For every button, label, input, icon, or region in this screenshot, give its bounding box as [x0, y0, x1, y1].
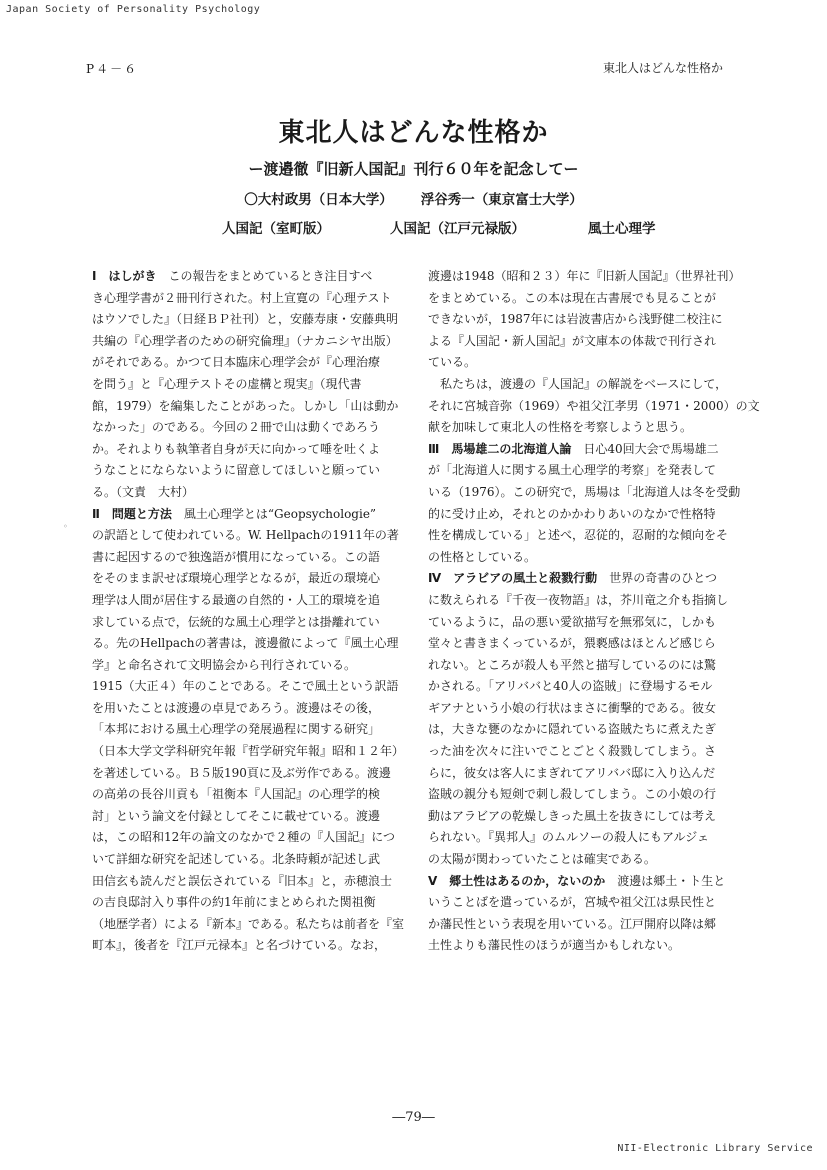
text-line [428, 590, 748, 612]
text-line [92, 504, 412, 526]
text-line [92, 655, 412, 677]
section-heading: Ⅴ 郷土性はあるのか，ないのか [428, 873, 606, 888]
text-line [428, 417, 748, 439]
text-line [92, 871, 412, 893]
line-text: はウソでした』（日経ＢＰ社刊）と，安藤寿康・安藤典明 [92, 312, 399, 327]
text-line [92, 698, 412, 720]
line-text: 1915（大正４）年のことである。そこで風土という訳語 [92, 679, 399, 694]
line-text: いうことばを遣っているが，宮城や祖父江は県民性と [428, 895, 717, 910]
text-line [92, 309, 412, 331]
text-line [428, 309, 748, 331]
line-text: の訳語として使われている。W. Hellpachの1911年の著 [92, 528, 399, 543]
text-line [428, 655, 748, 677]
text-line [92, 266, 412, 288]
text-line [428, 352, 748, 374]
page-number: ―79― [392, 1110, 435, 1125]
text-line [428, 935, 748, 957]
text-line [428, 525, 748, 547]
line-text: の吉良邸討入り事件の約1年前にまとめられた関祖衡 [92, 895, 376, 910]
line-text: らに，彼女は客人にまぎれてアリババ邸に入り込んだ [428, 765, 716, 780]
text-line [428, 827, 748, 849]
text-line [92, 525, 412, 547]
line-text: 共編の『心理学者のための研究倫理』（ナカニシヤ出版） [92, 333, 398, 348]
line-text: 的に受け止め，それとのかかわりあいのなかで性格特 [428, 506, 716, 521]
line-text: の太陽が関わっていたことは確実である。 [428, 852, 656, 867]
text-line [428, 871, 748, 893]
text-line [428, 676, 748, 698]
author-2: 浮谷秀一（東京富士大学） [420, 192, 583, 208]
line-text: できないが，1987年には岩波書店から浅野健二校注に [428, 312, 723, 327]
text-line [92, 741, 412, 763]
line-text: 田信玄も読んだと誤伝されている『旧本』と，赤穂浪士 [92, 873, 393, 888]
text-line [92, 849, 412, 871]
text-line [428, 374, 748, 396]
margin-tick: ◦ [63, 522, 68, 531]
line-text: 日心40回大会で馬場雄二 [571, 441, 719, 456]
text-line [92, 676, 412, 698]
society-header: Japan Society of Personality Psychology [6, 4, 261, 15]
line-text: をまとめている。この本は現在古書展でも見ることが [428, 290, 717, 305]
line-text: 館，1979）を編集したことがあった。しかし「山は動か [92, 398, 399, 413]
line-text: 討」という論文を付録としてそこに載せている。渡邊 [92, 808, 381, 823]
line-text: 盗賊の親分も短剣で刺し殺してしまう。この小娘の行 [428, 787, 717, 802]
line-text: れない。ところが殺人も平然と描写しているのには驚 [428, 657, 717, 672]
running-title: 東北人はどんな性格か [602, 61, 723, 75]
text-line [428, 568, 748, 590]
line-text: か藩民性という表現を用いている。江戸開府以降は郷 [428, 916, 717, 931]
line-text: ギアナという小娘の行状はまさに衝撃的である。彼女 [428, 700, 717, 715]
text-line [92, 568, 412, 590]
text-line [92, 396, 412, 418]
line-text: ている。 [428, 355, 477, 370]
section-heading: Ⅲ 馬場雄二の北海道人論 [428, 441, 572, 456]
text-line [92, 352, 412, 374]
line-text: それに宮城音弥（1969）や祖父江孝男（1971・2000）の文 [428, 398, 760, 413]
line-text: に数えられる『千夜一夜物語』は，芥川竜之介も指摘し [428, 592, 729, 607]
line-text: がそれである。かつて日本臨床心理学会が『心理治療 [92, 355, 381, 370]
text-line [92, 719, 412, 741]
text-line [428, 806, 748, 828]
presentation-code: P４－６ [86, 62, 139, 76]
text-line [428, 266, 748, 288]
paper-subtitle: ー渡邉徹『旧新人国記』刊行６０年を記念してー [248, 160, 579, 178]
text-line [428, 698, 748, 720]
left-column [92, 266, 412, 957]
line-text: いて詳細な研究を記述している。北条時頼が記述し武 [92, 852, 381, 867]
line-text: 求している点で，伝統的な風土心理学とは掛離れてい [92, 614, 380, 629]
line-text: いる（1976）。この研究で，馬場は「北海道人は冬を受動 [428, 484, 741, 499]
line-text: をそのまま訳せば環境心理学となるが，最近の環境心 [92, 571, 381, 586]
author-list [0, 188, 827, 208]
line-text: 土性よりも藩民性のほうが適当かもしれない。 [428, 938, 681, 953]
right-column [428, 266, 760, 957]
line-text: か。それよりも執筆者自身が天に向かって唾を吐くよ [92, 441, 381, 456]
section-heading: Ⅱ 問題と方法 [92, 506, 172, 521]
text-line [428, 396, 760, 418]
text-line [92, 784, 412, 806]
line-text: は，この昭和12年の論文のなかで２種の『人国記』につ [92, 830, 396, 845]
line-text: うなことにならないように留意してほしいと願ってい [92, 463, 381, 478]
text-line [428, 849, 748, 871]
paper-title: 東北人はどんな性格か [278, 118, 549, 148]
text-line [92, 374, 412, 396]
text-line [428, 719, 748, 741]
text-line [92, 417, 412, 439]
text-line [428, 547, 748, 569]
text-line [428, 439, 748, 461]
text-line [428, 288, 748, 310]
line-text: この報告をまとめているとき注目すべ [156, 269, 373, 283]
nii-footer: NII-Electronic Library Service [617, 1143, 813, 1154]
author-1: 〇大村政男（日本大学） [244, 192, 393, 208]
keyword-3: 風土心理学 [588, 221, 656, 237]
line-text: が「北海道人に関する風土心理学的考察」を発表して [428, 463, 717, 478]
line-text: は，大きな甕のなかに隠れている盗賊たちに煮えたぎ [428, 722, 717, 737]
text-line [92, 331, 412, 353]
line-text: 町本』，後者を『江戸元禄本』と名づけている。なお， [92, 938, 387, 953]
text-line [428, 482, 748, 504]
line-text: 理学は人間が居住する最適の自然的・人工的環境を追 [92, 592, 381, 607]
line-text: を用いたことは渡邊の卓見であろう。渡邊はその後， [92, 700, 381, 715]
line-text: 「本邦における風土心理学の発展過程に関する研究」 [92, 722, 381, 737]
text-line [92, 806, 412, 828]
text-line [92, 612, 412, 634]
line-text: る。先のHellpachの著書は，渡邊徹によって『風土心理 [92, 636, 399, 651]
text-line [92, 633, 412, 655]
line-text: 私たちは，渡邊の『人国記』の解説をベースにして， [428, 376, 728, 391]
line-text: なかった」のである。今回の２冊で山は動くであろう [92, 420, 381, 435]
text-line [428, 460, 748, 482]
text-line [428, 504, 748, 526]
line-text: 性を構成している」と述べ，忍従的，忍耐的な傾向をそ [428, 528, 729, 543]
text-line [92, 827, 412, 849]
line-text: 動はアラビアの乾燥しきった風土を抜きにしては考え [428, 808, 717, 823]
text-line [428, 784, 748, 806]
line-text: 世界の奇書のひとつ [597, 571, 717, 586]
line-text: 堂々と書きまくっているが，猥褻感はほとんど感じら [428, 636, 716, 651]
text-line [428, 331, 748, 353]
text-line [92, 590, 412, 612]
text-line [92, 914, 412, 936]
line-text: ているように，品の悪い愛欲描写を無邪気に，しかも [428, 614, 717, 629]
line-text: る。（文責 大村） [92, 484, 195, 499]
line-text: 書に起因するので独逸語が慣用になっている。この語 [92, 549, 381, 564]
text-line [92, 892, 412, 914]
line-text: 風土心理学とは“Geopsychologie” [171, 506, 377, 521]
line-text: 献を加味して東北人の性格を考察しようと思う。 [428, 420, 693, 435]
text-line [92, 439, 412, 461]
line-text: の高弟の長谷川貢も「祖衡本『人国記』の心理学的検 [92, 787, 381, 802]
line-text: を問う』と『心理テストその虚構と現実』（現代書 [92, 376, 362, 391]
line-text: き心理学書が２冊刊行された。村上宣寛の『心理テスト [92, 290, 392, 305]
text-line [428, 612, 748, 634]
line-text: の性格としている。 [428, 549, 537, 564]
section-heading: Ⅰ はしがき [92, 269, 157, 283]
text-line [428, 892, 748, 914]
text-line [428, 741, 748, 763]
text-line [92, 288, 412, 310]
text-line [92, 763, 412, 785]
text-line [92, 460, 412, 482]
line-text: かされる。「アリババと40人の盗賊」に登場するモル [428, 679, 713, 694]
line-text: った油を次々に注いでことごとく殺戮してしまう。さ [428, 744, 717, 759]
text-line [428, 633, 748, 655]
line-text: を著述している。Ｂ５版190頁に及ぶ労作である。渡邊 [92, 765, 391, 780]
text-line [92, 482, 412, 504]
line-text: 学』と命名されて文明協会から刊行されている。 [92, 657, 357, 672]
line-text: （地歴学者）による『新本』である。私たちは前者を『室 [92, 916, 405, 931]
section-heading: Ⅳ アラビアの風土と殺戮行動 [428, 571, 598, 586]
keyword-1: 人国記（室町版） [222, 221, 330, 237]
keyword-2: 人国記（江戸元禄版） [390, 221, 525, 237]
text-line [92, 935, 412, 957]
line-text: 渡邊は1948（昭和２３）年に『旧新人国記』（世界社刊） [428, 269, 741, 283]
line-text: よる『人国記・新人国記』が文庫本の体裁で刊行され [428, 333, 717, 348]
line-text: 渡邊は郷土・ト生と [605, 873, 726, 888]
line-text: られない。『異邦人』のムルソーの殺人にもアルジェ [428, 830, 709, 845]
text-line [92, 547, 412, 569]
text-line [428, 763, 748, 785]
text-line [428, 914, 748, 936]
line-text: （日本大学文学科研究年報『哲学研究年報』昭和１２年） [92, 744, 405, 759]
